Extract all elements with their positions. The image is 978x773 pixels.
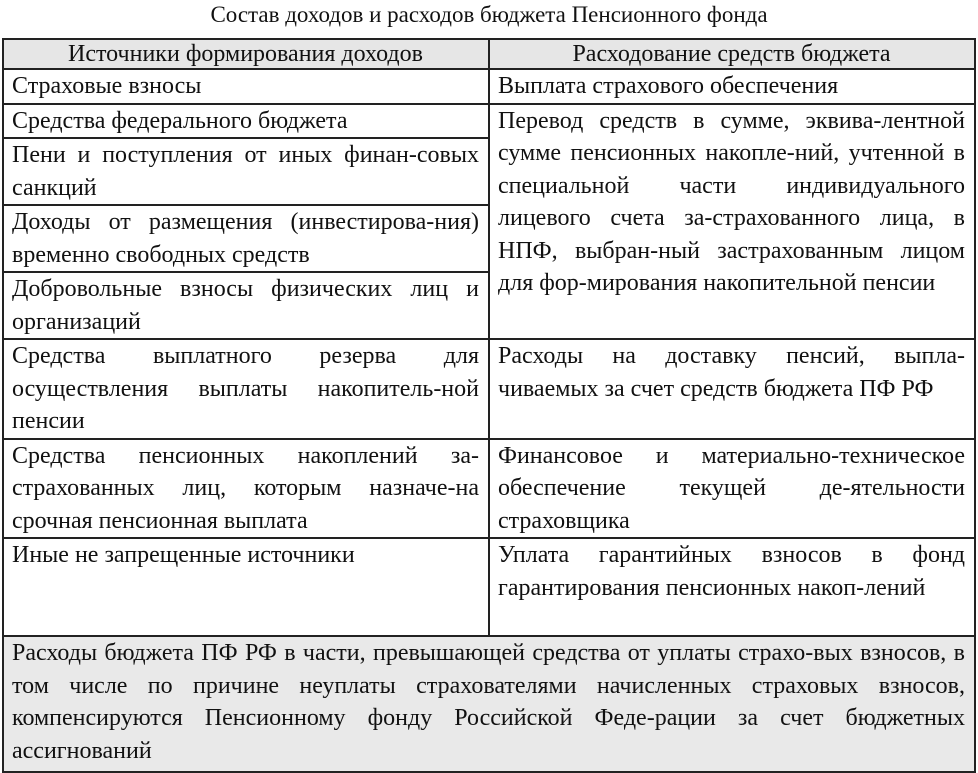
header-income-sources: Источники формирования доходов <box>3 39 489 69</box>
income-penalties: Пени и поступления от иных финан-совых санкций <box>3 138 489 205</box>
footer-note: Расходы бюджета ПФ РФ в части, превышающей средства от уплаты страхо-вых взносов, в том числе по причине неуплаты страхователями начисленных страховых взносов, компенсируются Пенсионному фонду Российской Феде-рации за счет бюджетных ассигнований <box>3 636 975 772</box>
table-header-row <box>3 39 975 69</box>
expense-insurance-payments: Выплата страхового обеспечения <box>489 69 975 104</box>
expense-pension-delivery: Расходы на доставку пенсий, выпла-чиваемых за счет средств бюджета ПФ РФ <box>489 339 975 439</box>
table-row <box>3 104 975 139</box>
table-row <box>3 69 975 104</box>
income-other-sources: Иные не запрещенные источники <box>3 538 489 636</box>
expense-guarantee-contributions: Уплата гарантийных взносов в фонд гарантирования пенсионных накоп-лений <box>489 538 975 636</box>
income-insurance-contributions: Страховые взносы <box>3 69 489 104</box>
expense-npf-transfer: Перевод средств в сумме, эквива-лентной сумме пенсионных накопле-ний, учтенной в специальной части индивидуального лицевого счета за-страхованного лица, в НПФ, выбран-ный застрахованным лицом для фор-мирования накопительной пенсии <box>489 104 975 340</box>
header-budget-expenses: Расходование средств бюджета <box>489 39 975 69</box>
expense-insurer-support: Финансовое и материально-техническое обеспечение текущей де-ятельности страховщика <box>489 439 975 539</box>
budget-table <box>2 38 976 773</box>
document-title: Состав доходов и расходов бюджета Пенсионного фонда <box>210 2 768 27</box>
income-federal-budget: Средства федерального бюджета <box>3 104 489 139</box>
table-row <box>3 339 975 439</box>
income-payout-reserve: Средства выплатного резерва для осуществления выплаты накопитель-ной пенсии <box>3 339 489 439</box>
table-row <box>3 538 975 636</box>
table-row <box>3 439 975 539</box>
income-pension-savings: Средства пенсионных накоплений за-страхованных лиц, которым назначе-на срочная пенсионная выплата <box>3 439 489 539</box>
table-footer-row <box>3 636 975 772</box>
income-investment: Доходы от размещения (инвестирова-ния) временно свободных средств <box>3 205 489 272</box>
income-voluntary-contributions: Добровольные взносы физических лиц и организаций <box>3 272 489 339</box>
